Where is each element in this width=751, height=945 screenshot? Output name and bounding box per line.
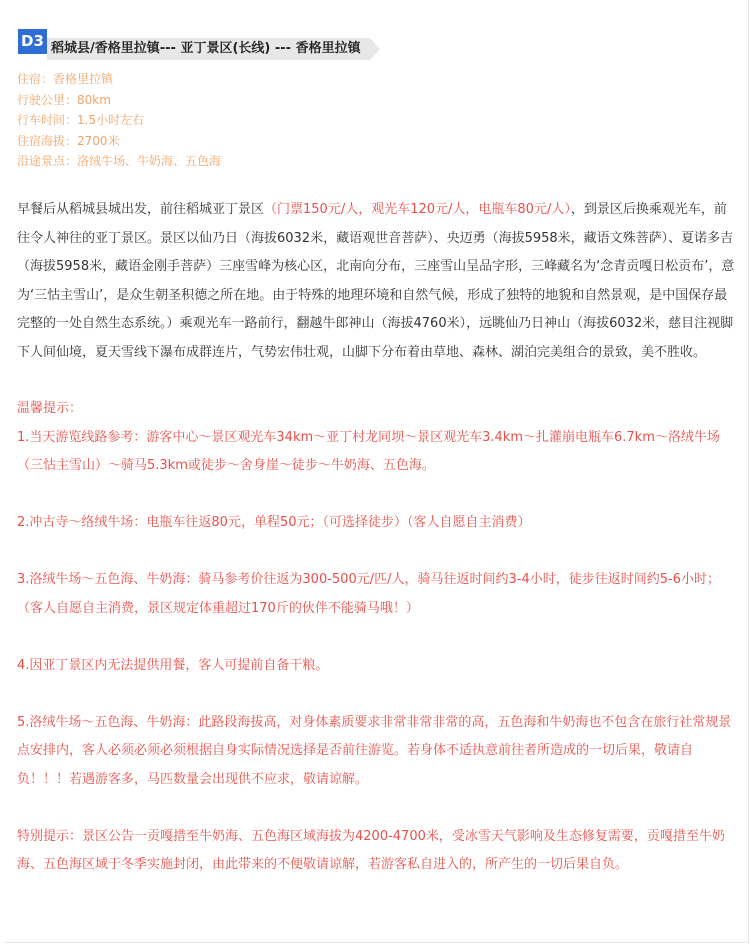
info-drive-time: 行车时间：1.5小时左右 (17, 113, 145, 127)
tips-heading: 温馨提示： (17, 401, 83, 416)
tips-section (17, 395, 739, 880)
tip-item: 2.冲古寺～络绒牛场：电瓶车往返80元，单程50元；（可选择徒步）（客人自愿自主消费） (17, 515, 531, 530)
info-list (17, 69, 221, 172)
ticket-prices: （门票150元/人，观光车120元/人，电瓶车80元/人） (264, 202, 571, 217)
description-paragraph (17, 196, 739, 367)
tip-item: 3.洛绒牛场～五色海、牛奶海：骑马参考价往返为300-500元/匹/人，骑马往返时间约3-4小时，徒步往返时间约5-6小时；（客人自愿自主消费，景区规定体重超过170斤的伙伴不能骑马哦！） (17, 572, 720, 616)
description-part1: 早餐后从稻城县城出发，前往稻城亚丁景区 (17, 202, 265, 217)
special-notice: 特别提示：景区公告一贡嘎措至牛奶海、五色海区域海拔为4200-4700米，受冰雪天气影响及生态修复需要，贡嘎措至牛奶海、五色海区域于冬季实施封闭，由此带来的不便敬请谅解，若游客私自进入的，所产生的一切后果自负。 (17, 828, 725, 872)
description-part2: ，到景区后换乘观光车，前往令人神往的亚丁景区。景区以仙乃日（海拔6032米，藏语观世音菩萨）、央迈勇（海拔5958米，藏语文殊菩萨）、夏诺多吉（海拔5958米，藏语金刚手菩萨）三座雪峰为核心区，北南向分布，三座雪山呈品字形，三峰藏名为‘念青贡嘎日松贡布’，意为‘三怙主雪山’，是众生朝圣积德之所在地。由于特殊的地理环境和自然气候，形成了独特的地貌和自然景观，是中国保存最完整的一处自然生态系统。）乘观光车一路前行，翻越牛郎神山（海拔4760米），远眺仙乃日神山（海拔6032米，慈目注视脚下人间仙境，夏天雪线下瀑布成群连片，气势宏伟壮观，山脚下分布着由草地、森林、湖泊完美组合的景致，美不胜收。 (17, 202, 735, 360)
main-content (17, 196, 739, 880)
info-accommodation: 住宿：香格里拉镇 (17, 72, 114, 86)
info-distance: 行驶公里：80km (17, 92, 111, 107)
tip-item: 4.因亚丁景区内无法提供用餐，客人可提前自备干粮。 (17, 657, 329, 673)
header-arrow (370, 38, 380, 60)
itinerary-page (4, 0, 749, 943)
day-header (18, 29, 378, 54)
info-attractions: 沿途景点：洛绒牛场、牛奶海、五色海 (17, 154, 222, 168)
tip-item: 5.洛绒牛场～五色海、牛奶海：此路段海拔高，对身体素质要求非常非常非常的高，五色海和牛奶海也不包含在旅行社常规景点安排内，客人必须必须必须根据自身实际情况选择是否前往游览。若身体不适执意前往者所造成的一切后果，敬请自负！！！若遇游客多，马匹数量会出现供不应求，敬请谅解。 (17, 714, 732, 787)
day-badge: D3 (18, 29, 47, 54)
tip-item: 1.当天游览线路参考：游客中心～景区观光车34km～亚丁村龙同坝～景区观光车3.4km～扎灌崩电瓶车6.7km～洛绒牛场（三怙主雪山）～骑马5.3km或徒步～舍身崖～徒步～牛奶海、五色海。 (17, 429, 720, 473)
day-title: 稻城县/香格里拉镇--- 亚丁景区(长线) --- 香格里拉镇 (51, 41, 361, 56)
info-altitude: 住宿海拔：2700米 (17, 133, 120, 148)
